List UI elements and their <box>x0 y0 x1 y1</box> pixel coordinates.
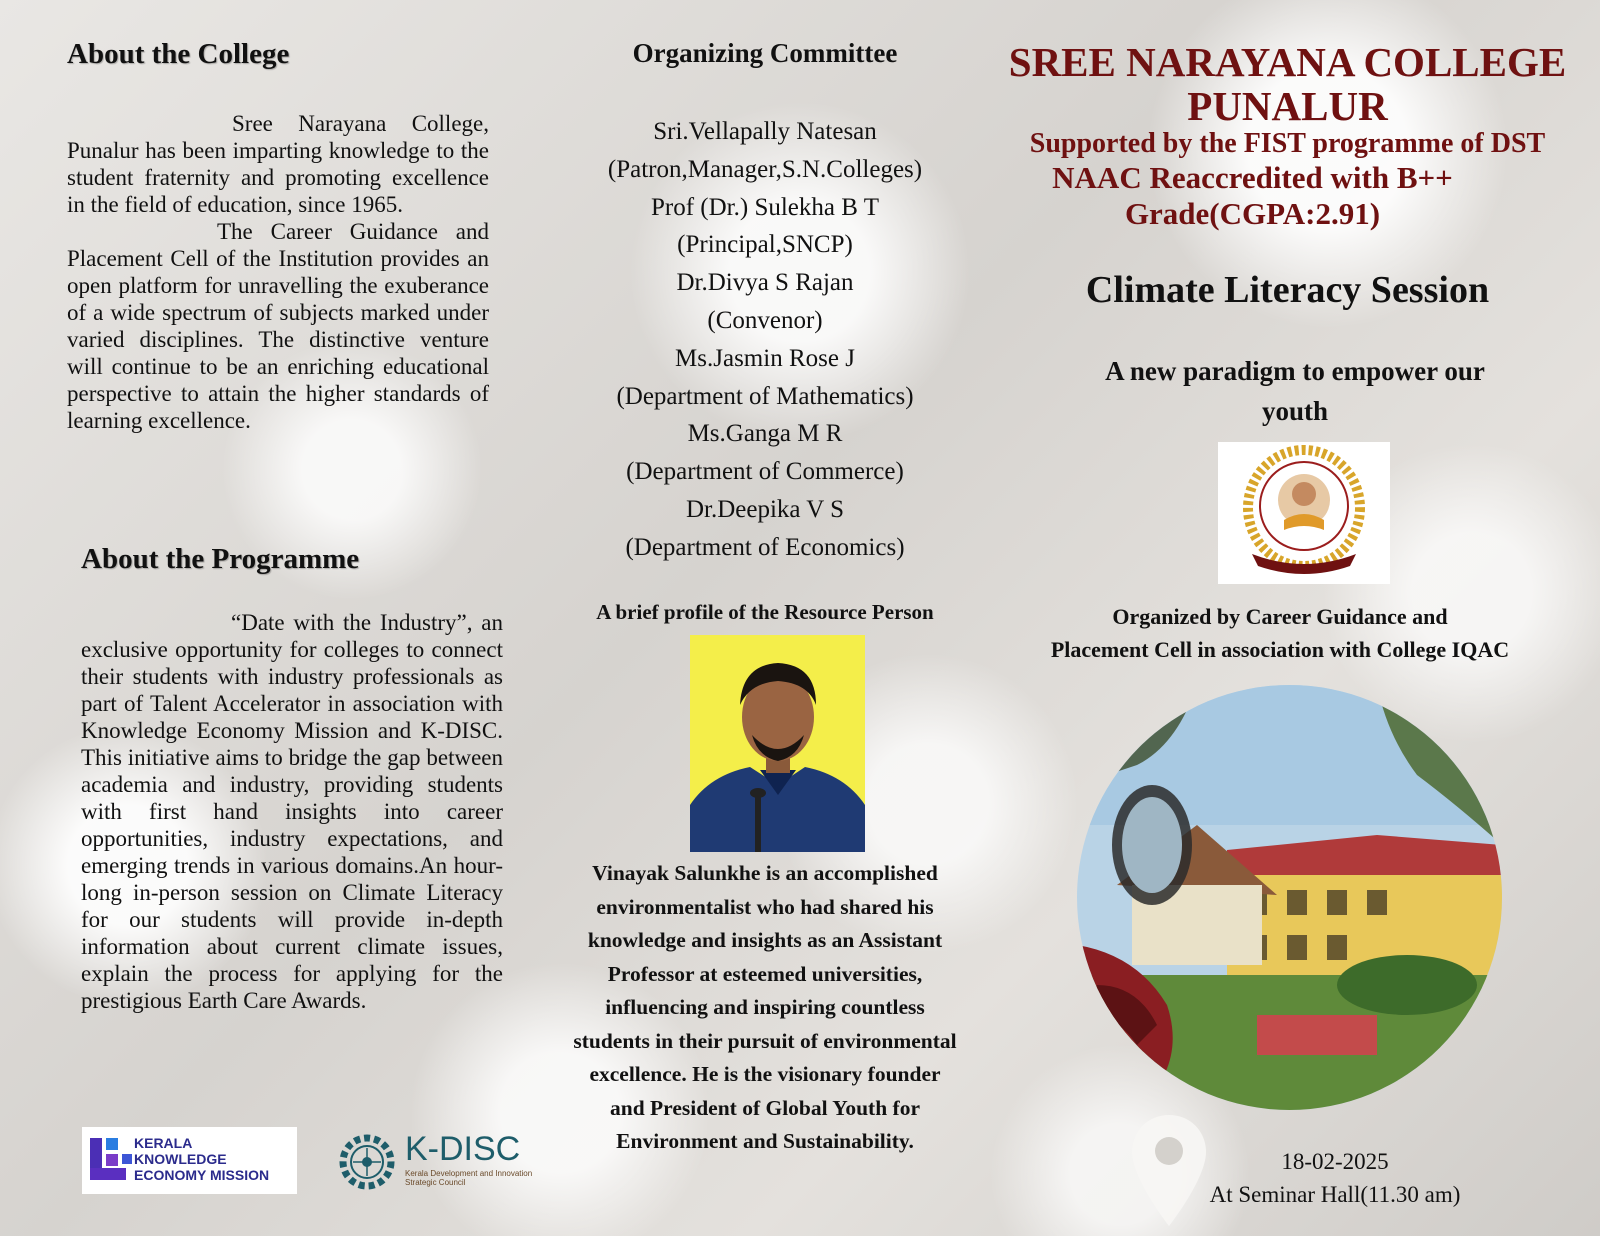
about-college-paragraph-2: The Career Guidance and Placement Cell of the Institution provides an open platform for unravelling the exuberance of a wide spectrum of subjects marked under varied disciplines. The distinctive venture will continue to be an enriching educational perspective to attain the higher standards of learning excellence. <box>67 219 489 433</box>
kdisc-name: K-DISC <box>405 1130 521 1168</box>
kkem-name: KERALA KNOWLEDGE ECONOMY MISSION <box>134 1135 270 1183</box>
about-programme-heading: About the Programme <box>81 543 360 575</box>
right-panel <box>975 0 1600 1236</box>
about-college-heading: About the College <box>67 38 290 70</box>
committee-line: (Patron,Manager,S.N.Colleges) <box>607 155 923 183</box>
kdisc-subtitle: Kerala Development and Innovation Strategic Council <box>405 1169 533 1187</box>
resource-person-bio: Vinayak Salunkhe is an accomplished environmentalist who had shared his knowledge and insights as an Assistant Professor at esteemed universities, influencing and inspiring countless students in their pursuit of environmental excellence. He is the visionary founder and President of Global Youth for Environment and Sustainability. <box>573 861 957 1153</box>
organizer-line-1: Organized by Career Guidance and <box>1112 604 1448 629</box>
kkem-logo <box>82 1127 297 1194</box>
resource-person-photo <box>690 635 865 852</box>
event-details <box>1175 1145 1495 1211</box>
event-venue: At Seminar Hall(11.30 am) <box>1209 1182 1461 1207</box>
committee-line: Dr.Divya S Rajan <box>676 269 854 297</box>
college-seal-icon <box>1218 442 1390 584</box>
committee-line: Prof (Dr.) Sulekha B T <box>651 193 879 221</box>
naac-accreditation: NAAC Reaccredited with B++ Grade(CGPA:2.91) <box>1052 160 1453 231</box>
committee-line: Ms.Ganga M R <box>687 420 843 448</box>
left-panel <box>0 0 540 1236</box>
kdisc-logo <box>335 1130 535 1195</box>
session-tagline: A new paradigm to empower our youth <box>1105 356 1485 426</box>
committee-list <box>560 113 970 567</box>
campus-photo <box>1077 685 1502 1110</box>
middle-panel <box>560 0 970 1236</box>
committee-line: (Department of Mathematics) <box>616 382 914 410</box>
organizer-line-2: Placement Cell in association with College IQAC <box>1050 637 1510 662</box>
committee-line: Sri.Vellapally Natesan <box>653 118 877 145</box>
committee-heading: Organizing Committee <box>632 38 898 68</box>
committee-line: (Department of Commerce) <box>626 458 904 486</box>
committee-line: (Principal,SNCP) <box>677 231 853 259</box>
about-programme-text <box>81 609 503 1014</box>
committee-line: (Department of Economics) <box>625 533 905 561</box>
committee-line: (Convenor) <box>707 306 823 334</box>
about-programme-paragraph: “Date with the Industry”, an exclusive opportunity for colleges to connect their students with industry professionals as part of Talent Accelerator in association with Knowledge Economy Mission and K-DISC. This initiative aims to bridge the gap between academia and industry, providing students with first hand insights into career opportunities, industry expectations, and emerging trends in various domains.An hour-long in-person session on Climate Literacy for our students will provide in-depth information about current climate issues, explain the process for applying for the prestigious Earth Care Awards. <box>81 610 503 1013</box>
kdisc-gear-icon <box>335 1130 399 1194</box>
event-date: 18-02-2025 <box>1281 1149 1389 1174</box>
profile-heading: A brief profile of the Resource Person <box>596 600 934 624</box>
session-title: Climate Literacy Session <box>1085 269 1490 311</box>
fist-support-line: Supported by the FIST programme of DST <box>1029 128 1546 159</box>
resource-person-portrait <box>690 635 865 852</box>
kkem-mark-icon <box>88 1136 138 1186</box>
campus-illustration <box>1077 685 1502 1110</box>
about-college-paragraph-1: Sree Narayana College, Punalur has been imparting knowledge to the student fraternity and promoting excellence in the field of education, since 1965. <box>67 111 489 217</box>
committee-line: Dr.Deepika V S <box>685 495 845 523</box>
organizer-text <box>975 600 1585 666</box>
college-name: SREE NARAYANA COLLEGE PUNALUR <box>1008 39 1567 129</box>
about-college-text <box>67 110 489 434</box>
committee-line: Ms.Jasmin Rose J <box>675 344 855 372</box>
college-seal <box>1218 442 1390 584</box>
